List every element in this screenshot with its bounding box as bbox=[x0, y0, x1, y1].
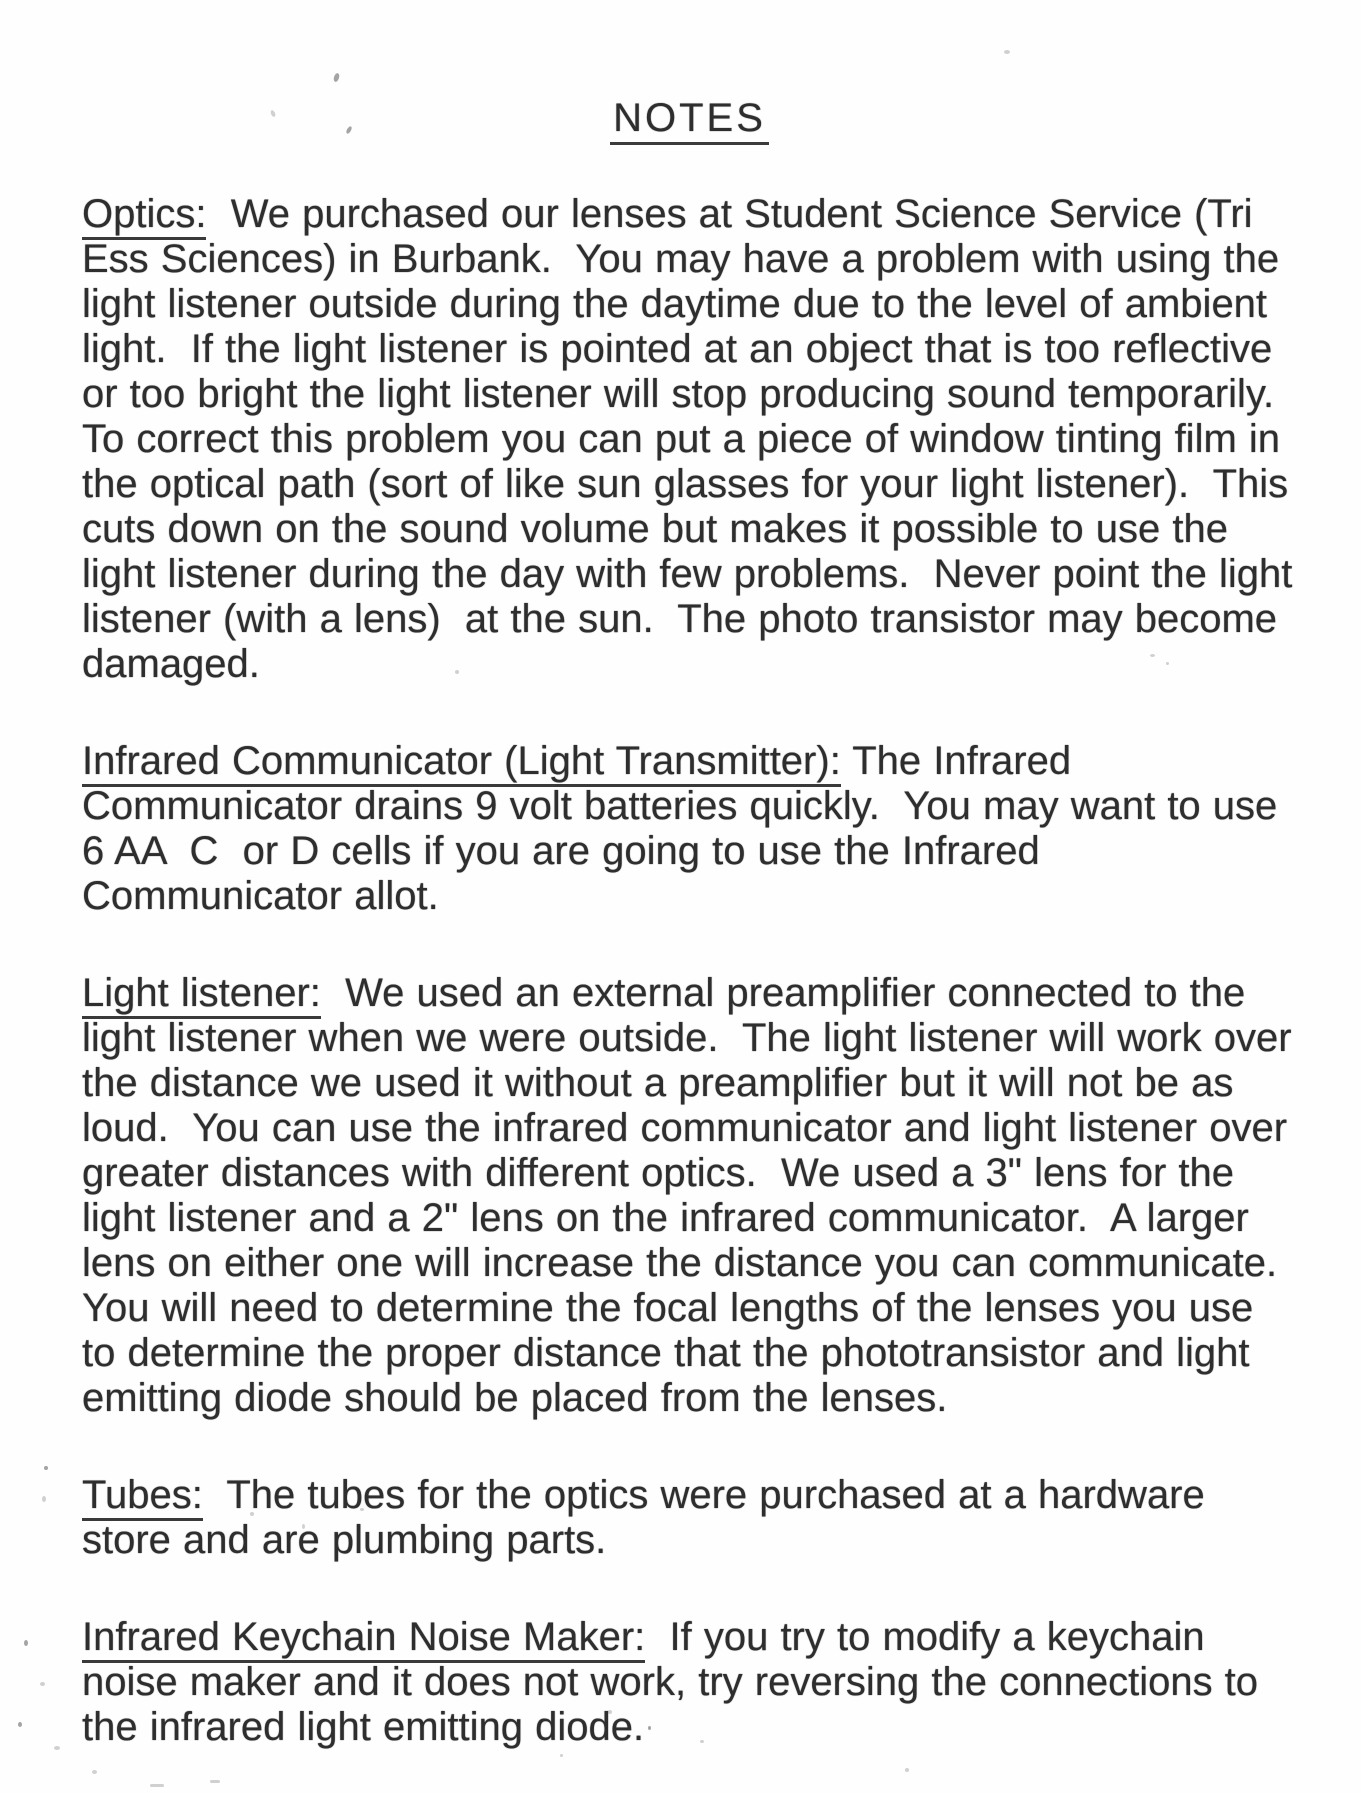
scan-speckle bbox=[455, 670, 459, 674]
paragraph-body: The Infrared Communicator drains 9 volt batteries quickly. You may want to use 6 AA C or D cells if you are going to use the Infrared Communicator allot. bbox=[82, 739, 1290, 918]
scan-speckle bbox=[92, 1770, 97, 1774]
scan-speckle bbox=[560, 1754, 563, 1757]
title-row bbox=[82, 96, 1297, 145]
scan-speckle bbox=[250, 1512, 254, 1516]
paragraph-title: Tubes: bbox=[82, 1473, 203, 1521]
scan-speckle bbox=[648, 1726, 651, 1730]
scan-speckle bbox=[24, 1640, 28, 1646]
paragraph-tubes bbox=[82, 1473, 1297, 1563]
scan-speckle bbox=[40, 1682, 45, 1686]
paragraph-title: Light listener: bbox=[82, 971, 321, 1019]
paragraph-infrared-keychain bbox=[82, 1615, 1297, 1750]
paragraph-title: Optics: bbox=[82, 192, 206, 240]
scan-speckle bbox=[302, 1524, 305, 1529]
scan-speckle bbox=[210, 1780, 220, 1783]
paragraph-optics bbox=[82, 192, 1305, 687]
paragraph-title: Infrared Keychain Noise Maker: bbox=[82, 1615, 645, 1663]
paragraph-body: If you try to modify a keychain noise maker and it does not work, try reversing the connections to the infrared light emitting diode. bbox=[82, 1615, 1271, 1749]
scan-speckle bbox=[360, 1508, 364, 1511]
scan-speckle bbox=[42, 1496, 46, 1502]
paragraph-body: We used an external preamplifier connected to the light listener when we were outside. The light listener will work over the distance we used it without a preamplifier but it will not be as loud. You can use the infrared communicator and light listener over greater distances with different optics. We used a 3" lens for the light listener and a 2" lens on the infrared communicator. A larger lens on either one will increase the distance you can communicate. You will need to determine the focal lengths of the lenses you use to determine the proper distance that the phototransistor and light emitting diode should be placed from the lenses. bbox=[82, 971, 1304, 1420]
scan-speckle bbox=[150, 1784, 164, 1787]
scan-speckle bbox=[905, 1768, 909, 1772]
scan-speckle bbox=[608, 1710, 612, 1714]
paragraph-body: The tubes for the optics were purchased at a hardware store and are plumbing parts. bbox=[82, 1473, 1217, 1562]
paragraph-infrared-communicator bbox=[82, 739, 1297, 919]
paragraph-light-listener bbox=[82, 971, 1304, 1421]
scan-speckle bbox=[54, 1746, 60, 1750]
scan-speckle bbox=[700, 1740, 704, 1743]
paragraph-title: Infrared Communicator (Light Transmitter): bbox=[82, 739, 841, 787]
scan-speckle bbox=[1150, 654, 1155, 657]
scan-speckle bbox=[18, 1722, 22, 1727]
scan-speckle bbox=[1166, 662, 1169, 665]
paragraph-body: We purchased our lenses at Student Science Service (Tri Ess Sciences) in Burbank. You may have a problem with using the light listener outside during the daytime due to the level of ambient light. If the light listener is pointed at an object that is too reflective or too bright the light listener will stop producing sound temporarily. To correct this problem you can put a piece of window tinting film in the optical path (sort of like sun glasses for your light listener). This cuts down on the sound volume but makes it possible to use the light listener during the day with few problems. Never point the light listener (with a lens) at the sun. The photo transistor may become damaged. bbox=[82, 192, 1305, 686]
page-title: NOTES bbox=[610, 96, 769, 145]
scan-speckle bbox=[44, 1466, 48, 1470]
scan-speckle bbox=[1004, 50, 1010, 54]
